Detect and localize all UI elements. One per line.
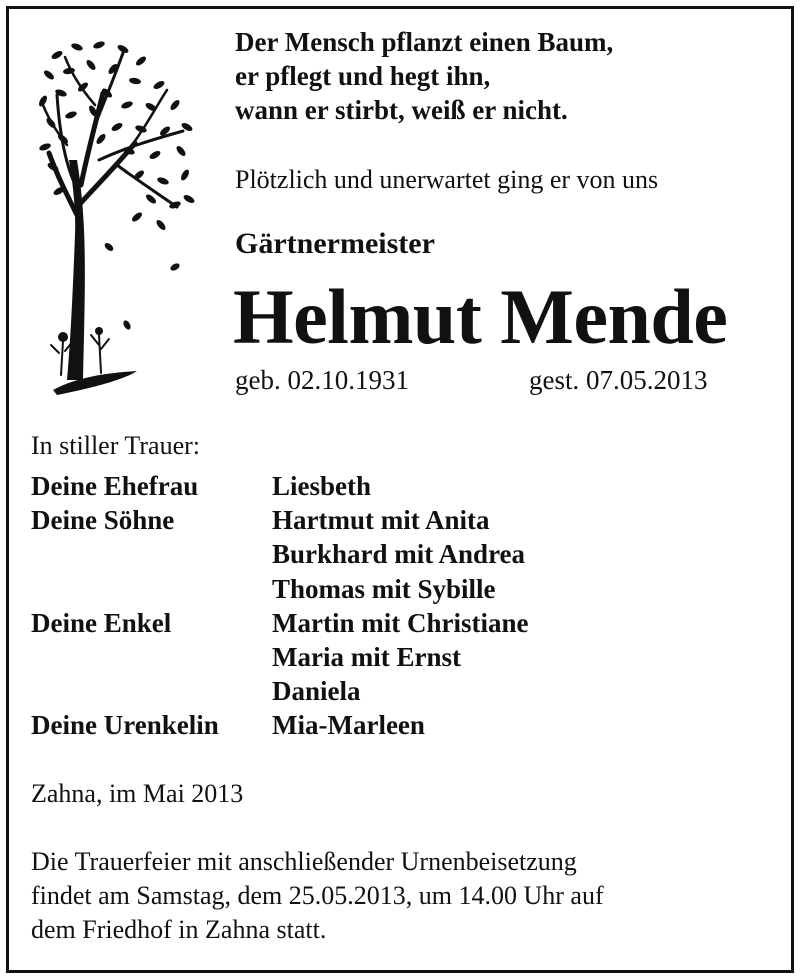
mourner-name: Martin mit Christiane	[272, 607, 529, 638]
tree-silhouette-icon	[37, 35, 207, 405]
relation-label: Deine Ehefrau	[31, 471, 199, 501]
list-item	[31, 640, 528, 674]
relation-label: Deine Urenkelin	[31, 710, 219, 741]
list-item	[31, 708, 528, 742]
deceased-name: Helmut Mende	[233, 273, 728, 360]
obituary-notice	[6, 6, 794, 973]
mourner-name: Burkhard mit Andrea	[272, 539, 526, 570]
birth-date: geb. 02.10.1931	[235, 365, 409, 395]
mourner-name: Hartmut mit Anita	[272, 505, 490, 536]
death-date: gest. 07.05.2013	[529, 365, 708, 395]
relation-label	[31, 572, 272, 606]
list-item	[31, 537, 528, 571]
list-item	[31, 503, 528, 537]
service-line: dem Friedhof in Zahna statt.	[31, 915, 327, 944]
mourner-name: Maria mit Ernst	[272, 641, 461, 672]
mourners-list	[31, 469, 528, 743]
service-info	[31, 845, 604, 947]
mourner-name: Daniela	[272, 676, 361, 707]
poem	[235, 25, 613, 127]
mourners-heading: In stiller Trauer:	[31, 431, 200, 460]
relation-label	[31, 674, 272, 708]
service-line: Die Trauerfeier mit anschließender Urnenbeisetzung	[31, 847, 577, 876]
mourner-name: Thomas mit Sybille	[272, 573, 496, 604]
intro-text: Plötzlich und unerwartet ging er von uns	[235, 165, 659, 194]
deceased-title: Gärtnermeister	[235, 227, 435, 260]
service-line: findet am Samstag, dem 25.05.2013, um 14.00 Uhr auf	[31, 881, 604, 910]
mourner-name: Liesbeth	[272, 471, 372, 501]
relation-label	[31, 537, 272, 571]
list-item	[31, 606, 528, 640]
list-item	[31, 572, 528, 606]
mourner-name: Mia-Marleen	[272, 710, 425, 741]
poem-line: er pflegt und hegt ihn,	[235, 61, 491, 91]
poem-line: Der Mensch pflanzt einen Baum,	[235, 27, 614, 57]
place-date: Zahna, im Mai 2013	[31, 779, 244, 808]
poem-line: wann er stirbt, weiß er nicht.	[235, 95, 568, 125]
list-item	[31, 674, 528, 708]
relation-label: Deine Enkel	[31, 607, 172, 638]
list-item	[31, 469, 528, 503]
relation-label	[31, 640, 272, 674]
relation-label: Deine Söhne	[31, 505, 175, 536]
